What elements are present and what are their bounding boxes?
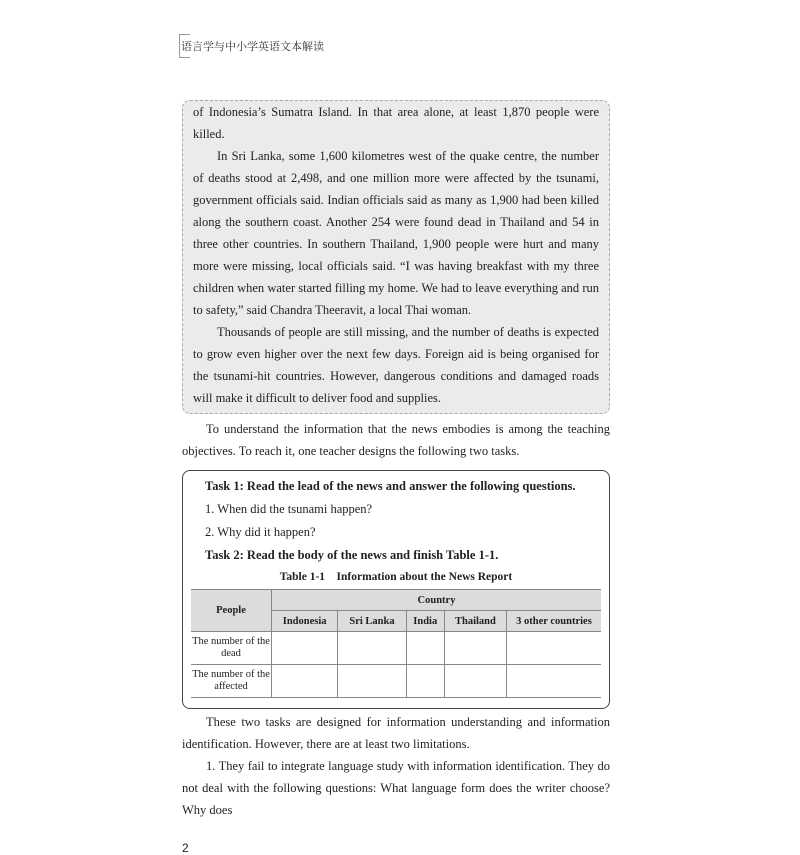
row-label: The number of the affected (191, 665, 272, 698)
task1-heading: Task 1: Read the lead of the news and answer the following questions. (205, 479, 576, 493)
table-cell (507, 665, 602, 698)
news-excerpt-box (182, 100, 610, 414)
paragraph: These two tasks are designed for information understanding and information identification. However, there are at least two limitations. (182, 715, 610, 751)
col-header: 3 other countries (507, 611, 602, 632)
info-table (191, 589, 601, 698)
col-header: Thailand (444, 611, 506, 632)
col-header: India (406, 611, 444, 632)
table-cell (406, 632, 444, 665)
table-cell (406, 665, 444, 698)
header-country: Country (272, 590, 602, 611)
table-cell (338, 665, 406, 698)
header-people: People (191, 590, 272, 632)
task-box (182, 470, 610, 709)
content-column (182, 100, 610, 855)
col-header: Indonesia (272, 611, 338, 632)
table-row (191, 632, 601, 665)
page-number: 2 (182, 841, 189, 855)
paragraph: 1. They fail to integrate language study with information identification. They do not deal with the following questions: What language form does the writer choose? Why does (182, 759, 610, 817)
table-cell (507, 632, 602, 665)
table-row (191, 665, 601, 698)
header-bracket (179, 34, 190, 58)
table-caption: Table 1-1 Information about the News Report (279, 571, 513, 583)
paragraph: Thousands of people are still missing, and the number of deaths is expected to grow even higher over the next few days. Foreign aid is being organised for the tsunami-hit countries. However, dangerous conditions and damaged roads will make it difficult to deliver food and supplies. (193, 325, 599, 405)
row-label: The number of the dead (191, 632, 272, 665)
question-2: 2. Why did it happen? (205, 525, 316, 539)
running-header (181, 38, 324, 54)
table-cell (444, 632, 506, 665)
paragraph: In Sri Lanka, some 1,600 kilometres west of the quake centre, the number of deaths stood at 2,498, and one million more were affected by the tsunami, government officials said. Indian officials said as many as 1,900 had been killed along the southern coast. Another 254 were found dead in Thailand and 54 in three other countries. In southern Thailand, 1,900 people were hurt and many more were missing, local officials said. “I was having breakfast with my three children when water started filling my home. We had to leave everything and run to safety,” said Chandra Theeravit, a local Thai woman. (193, 149, 599, 317)
table-cell (444, 665, 506, 698)
paragraph: of Indonesia’s Sumatra Island. In that area alone, at least 1,870 people were killed. (193, 105, 599, 141)
intro-paragraph: To understand the information that the news embodies is among the teaching objectives. To reach it, one teacher designs the following two tasks. (182, 422, 610, 458)
col-header: Sri Lanka (338, 611, 406, 632)
task2-heading: Task 2: Read the body of the news and finish Table 1-1. (205, 548, 499, 562)
question-1: 1. When did the tsunami happen? (205, 502, 373, 516)
table-cell (272, 665, 338, 698)
running-title: 语言学与中小学英语文本解读 (181, 40, 324, 53)
table-cell (338, 632, 406, 665)
table-cell (272, 632, 338, 665)
